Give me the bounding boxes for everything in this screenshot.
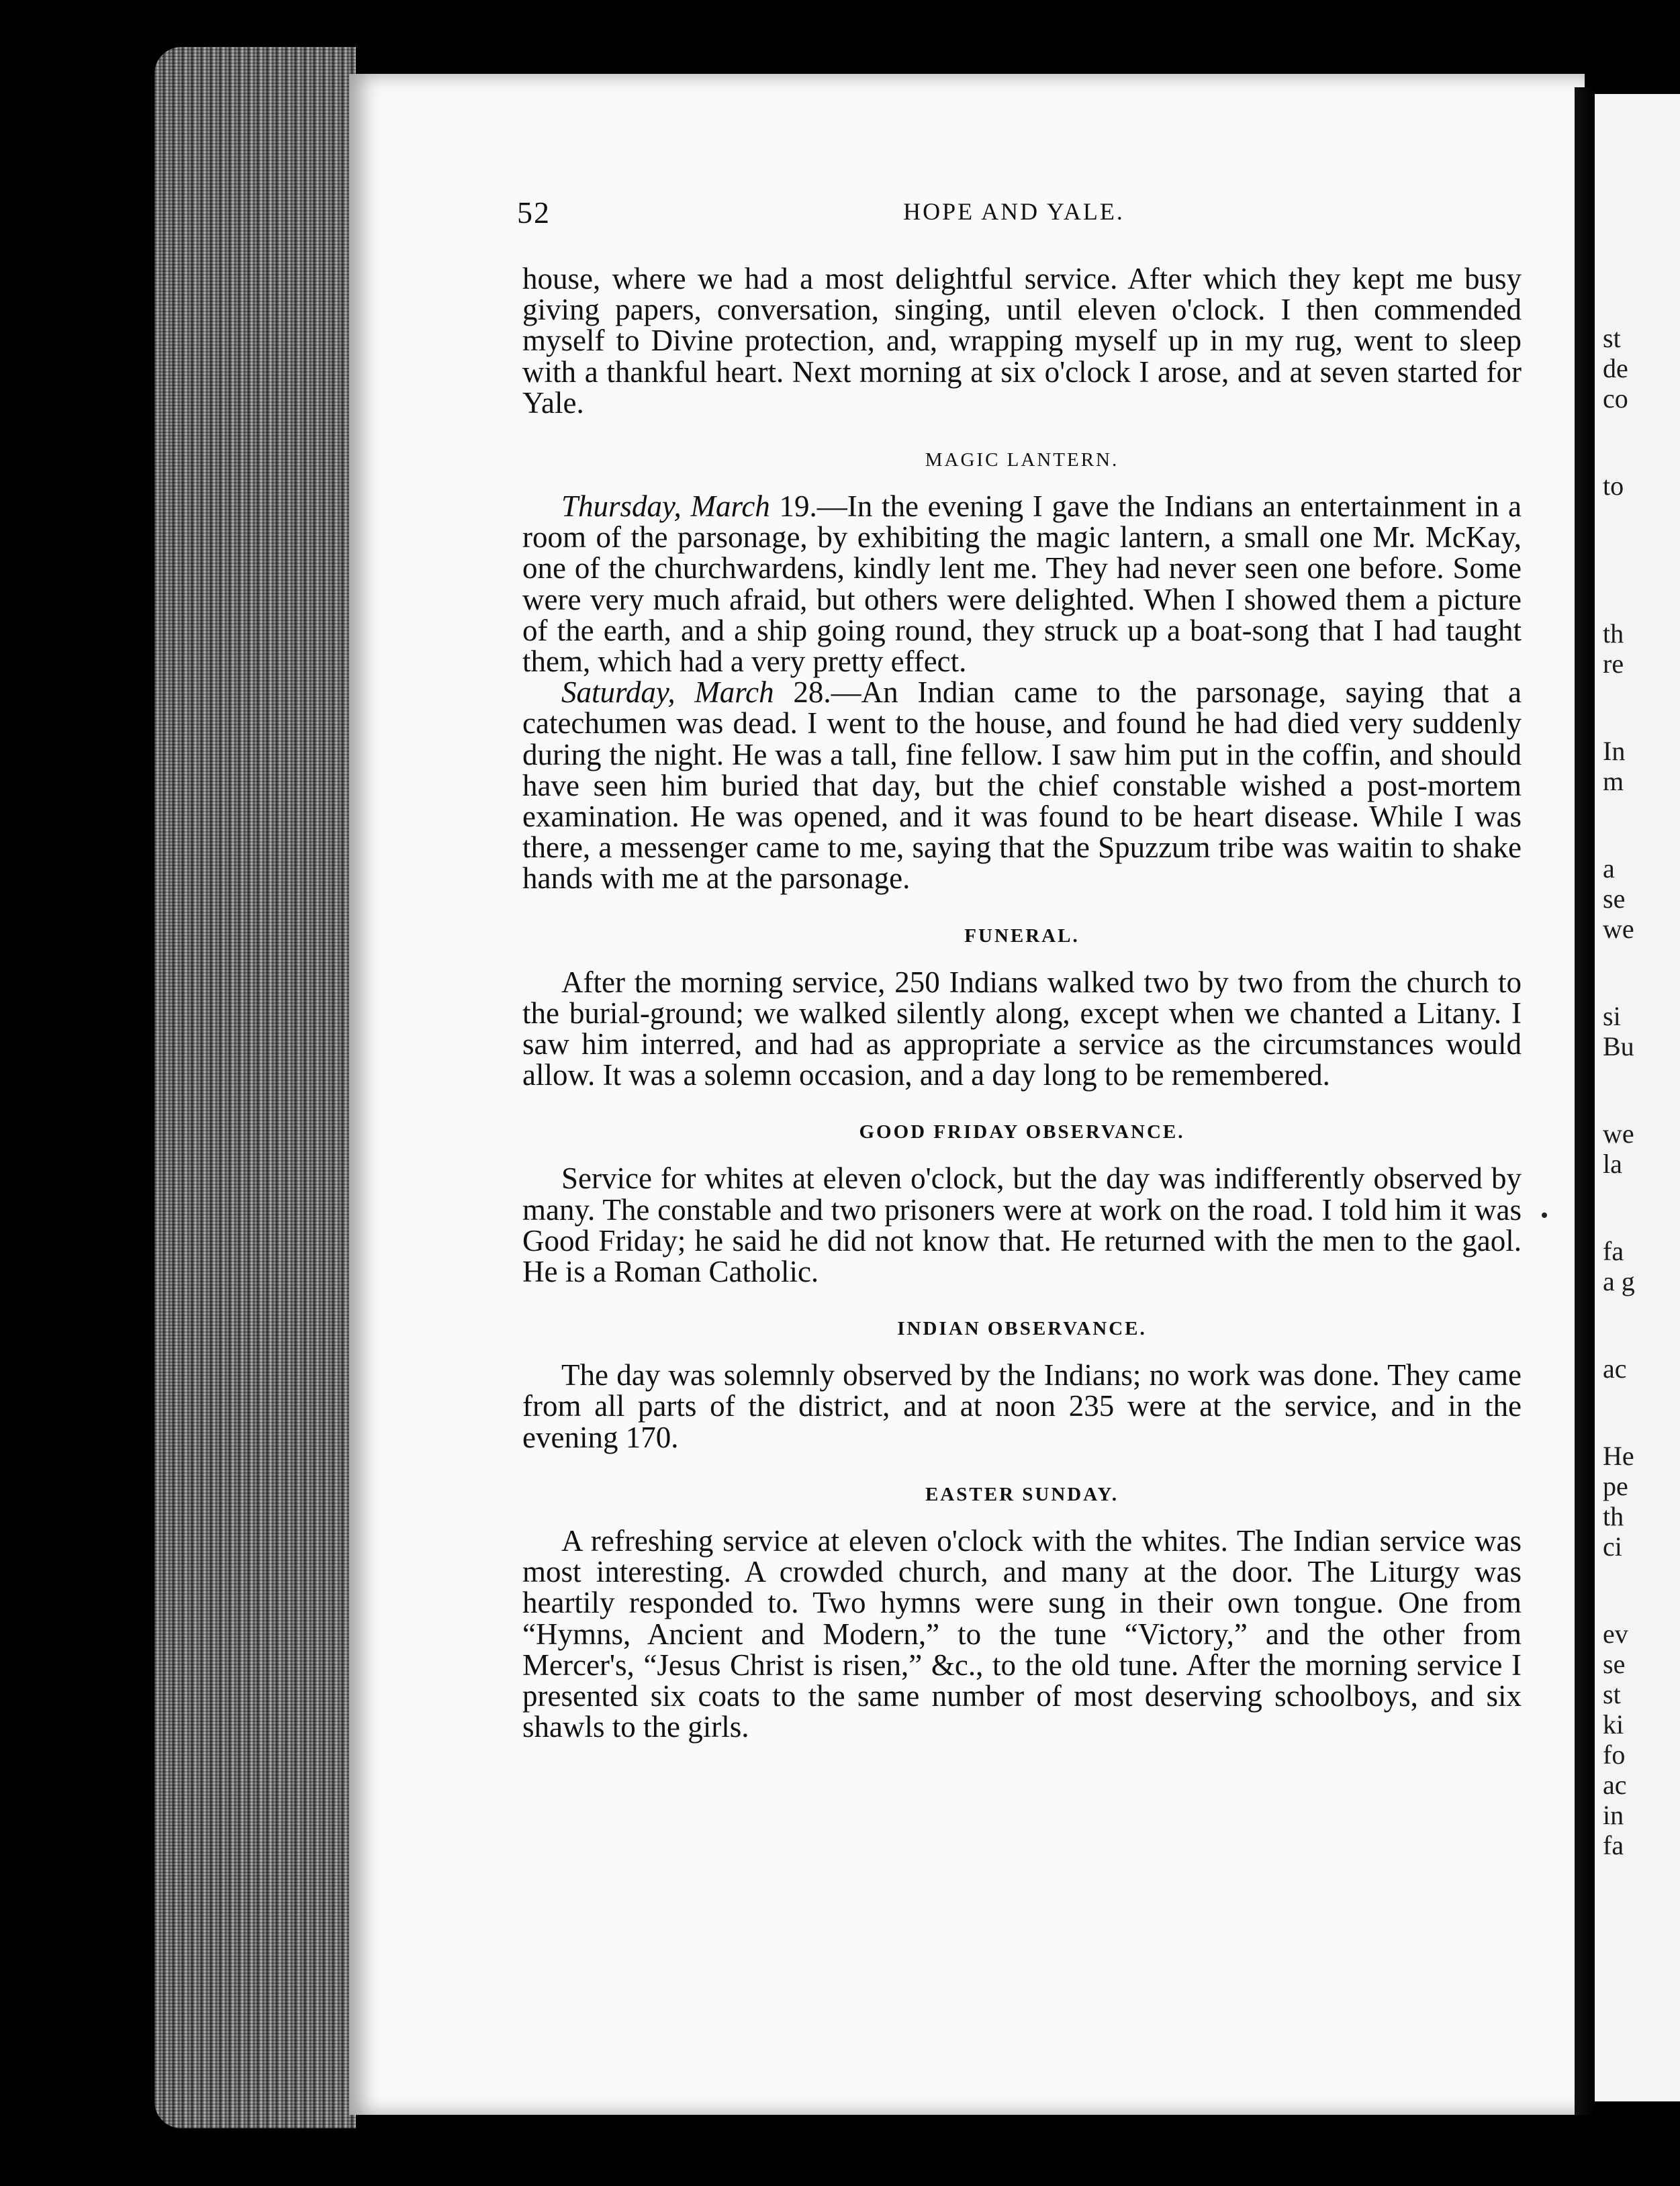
date-lead: Thursday, March — [561, 489, 770, 524]
facing-page-fragment: si — [1603, 1001, 1621, 1031]
paragraph-text: 28.—An Indian came to the parsonage, saying that a catechumen was dead. I went to the house, and found he had died very suddenly during the night. He was a tall, fine fellow. I saw him put in the coffin, and should have seen him buried that day, but the chief constable wished a post-mortem examination. He was opened, and it was found to be heart disease. While I was there, a messenger came to me, saying that the Spuzzum tribe was waitin to shake hands with me at the parsonage. — [522, 675, 1522, 896]
facing-page-fragment: fa — [1603, 1236, 1624, 1266]
facing-page — [1595, 94, 1680, 2101]
paragraph — [522, 1525, 1522, 1742]
facing-page-fragment: ki — [1603, 1709, 1624, 1740]
paragraph-text: After the morning service, 250 Indians walked two by two from the church to the burial-ground; we walked silently along, except when we chanted a Litany. I saw him interred, and had as appropriate a service as the circumstances would allow. It was a solemn occasion, and a day long to be remembered. — [522, 965, 1522, 1092]
facing-page-fragment: Bu — [1603, 1031, 1634, 1061]
section-heading: FUNERAL. — [964, 924, 1080, 947]
paragraph — [522, 1163, 1522, 1287]
date-lead: Saturday, March — [561, 675, 774, 710]
paragraph — [522, 491, 1522, 677]
paragraph — [522, 1360, 1522, 1453]
facing-page-fragment: th — [1603, 618, 1624, 649]
facing-page-fragment: He — [1603, 1441, 1634, 1471]
paragraph-text: A refreshing service at eleven o'clock with the whites. The Indian service was most interesting. A crowded church, and many at the door. The Liturgy was heartily responded to. Two hymns were sung in their own tongue. One from “Hymns, Ancient and Modern,” to the tune “Victory,” and the other from Mercer's, “Jesus Christ is risen,” &c., to the old tune. After the morning service I presented six coats to the same number of most deserving schoolboys, and six shawls to the girls. — [522, 1523, 1522, 1744]
section-heading: MAGIC LANTERN. — [925, 449, 1119, 471]
paragraph — [522, 677, 1522, 894]
facing-page-fragment: a — [1603, 853, 1615, 884]
facing-page-fragment: se — [1603, 884, 1626, 914]
facing-page-fragment: we — [1603, 1119, 1634, 1149]
facing-page-fragment: to — [1603, 471, 1624, 501]
facing-page-fragment: se — [1603, 1649, 1626, 1679]
paragraph — [522, 263, 1522, 418]
facing-page-fragment: la — [1603, 1149, 1622, 1179]
ink-speck — [1542, 1213, 1547, 1218]
running-head — [517, 195, 1511, 235]
section-heading: INDIAN OBSERVANCE. — [897, 1318, 1147, 1340]
facing-page-fragment: co — [1603, 383, 1628, 414]
facing-page-fragment: pe — [1603, 1471, 1628, 1501]
paragraph-text: The day was solemnly observed by the Indians; no work was done. They came from all parts of the district, and at noon 235 were at the service, and in the evening 170. — [522, 1358, 1522, 1454]
facing-page-fragment: m — [1603, 766, 1624, 796]
facing-page-fragment: ci — [1603, 1531, 1622, 1562]
facing-page-fragment: de — [1603, 353, 1628, 383]
facing-page-fragment: re — [1603, 649, 1624, 679]
facing-page-fragment: st — [1603, 1679, 1621, 1709]
facing-page-fragment: ac — [1603, 1353, 1627, 1384]
facing-page-fragment: fa — [1603, 1830, 1624, 1860]
page-body — [522, 263, 1522, 1742]
facing-page-fragment: In — [1603, 736, 1626, 766]
facing-page-fragment: fo — [1603, 1740, 1626, 1770]
facing-page-fragment: ac — [1603, 1770, 1627, 1800]
section-heading: GOOD FRIDAY OBSERVANCE. — [859, 1121, 1185, 1143]
section-heading: EASTER SUNDAY. — [925, 1483, 1119, 1505]
paragraph — [522, 967, 1522, 1091]
paragraph-text: Service for whites at eleven o'clock, but the day was indifferently observed by many. The constable and two prisoners were at work on the road. I told him it was Good Friday; he said he did not know that. He returned with the men to the gaol. He is a Roman Catholic. — [522, 1161, 1522, 1289]
facing-page-fragment: in — [1603, 1800, 1624, 1830]
paragraph-text: house, where we had a most delightful service. After which they kept me busy giving papers, conversation, singing, until eleven o'clock. I then commended myself to Divine protection, and, wrapping myself up in my rug, went to sleep with a thankful heart. Next morning at six o'clock I arose, and at seven started for Yale. — [522, 262, 1522, 420]
facing-page-fragment: we — [1603, 914, 1634, 944]
book-page-edges — [154, 47, 356, 2128]
facing-page-fragment: th — [1603, 1501, 1624, 1531]
book-gutter — [1575, 87, 1595, 2115]
page-number: 52 — [517, 195, 551, 230]
paragraph-text: 19.—In the evening I gave the Indians an entertainment in a room of the parsonage, by exhibiting the magic lantern, a small one Mr. McKay, one of the churchwardens, kindly lent me. They had never seen one before. Some were very much afraid, but others were delighted. When I showed them a picture of the earth, and a ship going round, they struck up a boat-song that I had taught them, which had a very pretty effect. — [522, 489, 1522, 679]
facing-page-fragment: ev — [1603, 1619, 1628, 1649]
facing-page-fragment: st — [1603, 323, 1621, 353]
running-title: HOPE AND YALE. — [903, 198, 1125, 225]
facing-page-fragment: a g — [1603, 1266, 1635, 1296]
